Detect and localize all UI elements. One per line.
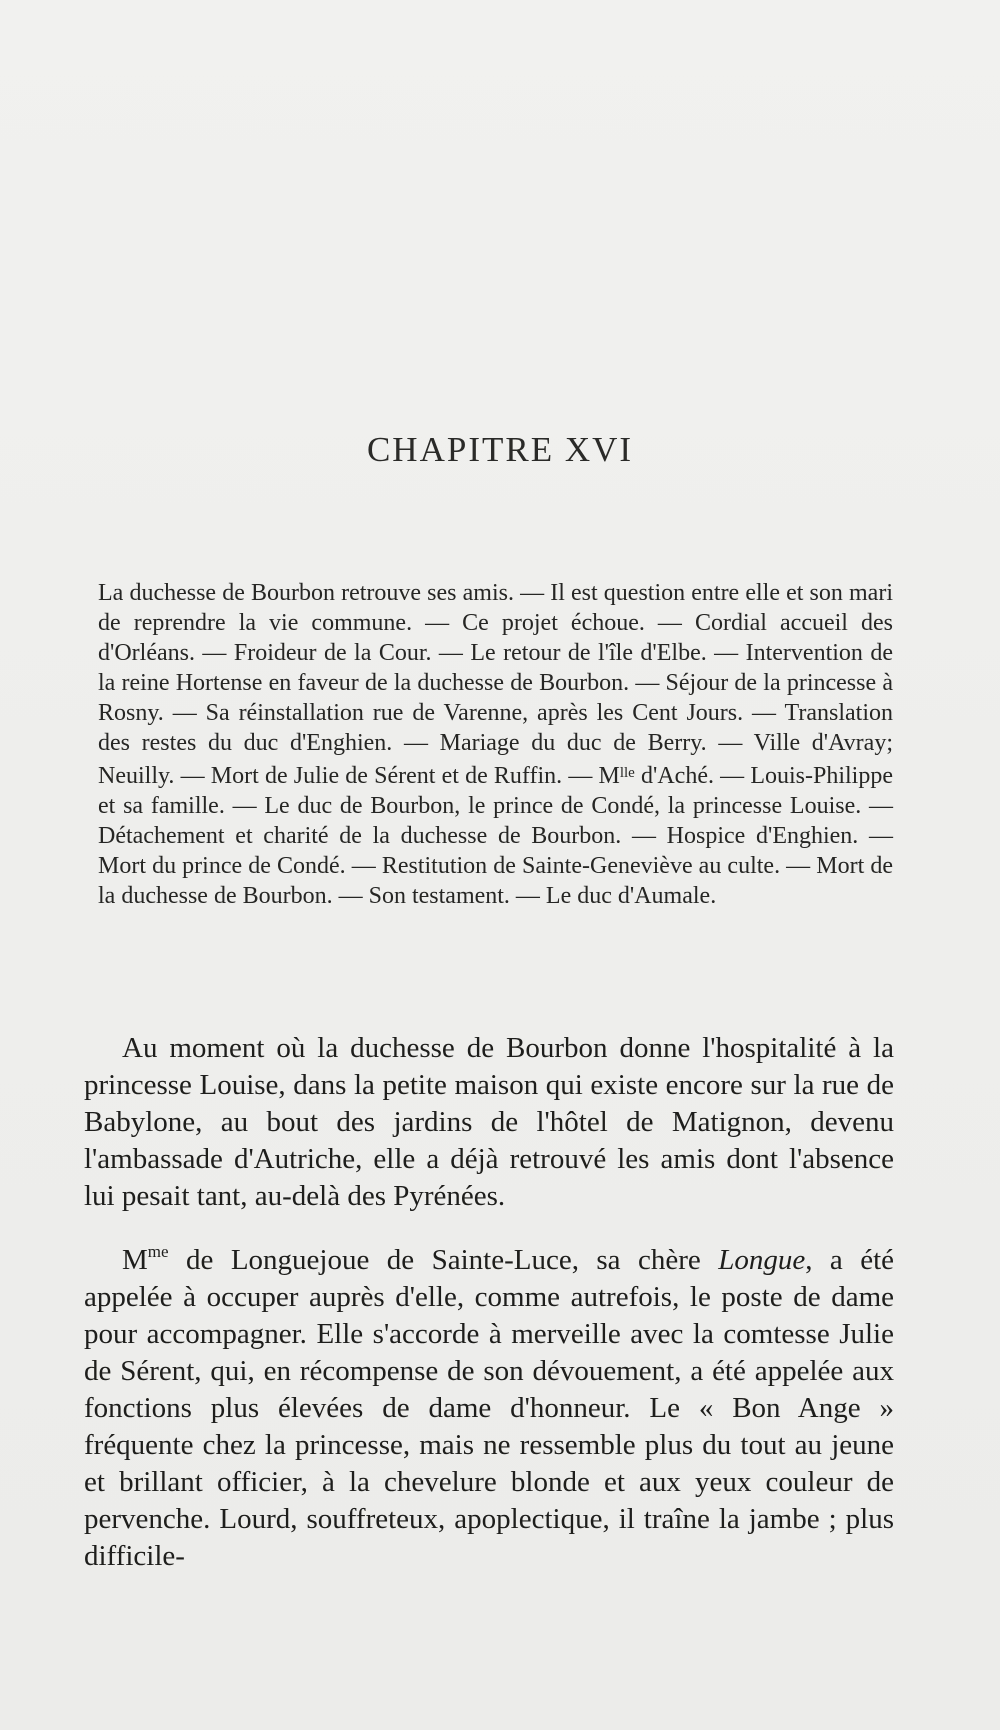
paragraph-1: Au moment où la duchesse de Bourbon donne l'hospitalité à la princesse Louise, dans la petite maison qui existe encore sur la rue de Babylone, au bout des jardins de l'hôtel de Matignon, devenu l'ambassade d'Autriche, elle a déjà retrouvé les amis dont l'absence lui pesait tant, au-delà des Pyrénées. [84,1032,894,1212]
paragraph-2-italic-name: Longue [718,1244,806,1276]
paragraph-2-prefix: M [122,1244,148,1276]
body-text [84,1030,894,1593]
chapter-summary-superscript: lle [619,765,635,781]
chapter-summary [98,578,893,911]
paragraph-2 [84,1233,894,1575]
paragraph-2-text-a: de Longuejoue de Sainte-Luce, sa chère [168,1244,719,1276]
chapter-summary-text-2: d'Aché. — Louis-Philippe et sa famille. — Le duc de Bourbon, le prince de Condé, la princesse Louise. — Détachement et charité de la duchesse de Bourbon. — Hospice d'Enghien. — Mort du prince de Condé. — Restitution de Sainte-Geneviève au culte. — Mort de la duchesse de Bourbon. — Son testament. — Le duc d'Aumale. [98,763,893,909]
paragraph-2-text-b: , a été appelée à occuper auprès d'elle, comme autrefois, le poste de dame pour accompagner. Elle s'accorde à merveille avec la comtesse Julie de Sérent, qui, en récompense de son dévouement, a été appelée aux fonctions plus élevées de dame d'honneur. Le « Bon Ange » fréquente chez la princesse, mais ne ressemble plus du tout au jeune et brillant officier, à la chevelure blonde et aux yeux couleur de pervenche. Lourd, souffreteux, apoplectique, il traîne la jambe ; plus difficile- [84,1244,895,1572]
chapter-summary-text-1: La duchesse de Bourbon retrouve ses amis. — Il est question entre elle et son mari de reprendre la vie commune. — Ce projet échoue. — Cordial accueil des d'Orléans. — Froideur de la Cour. — Le retour de l'île d'Elbe. — Intervention de la reine Hortense en faveur de la duchesse de Bourbon. — Séjour de la princesse à Rosny. — Sa réinstallation rue de Varenne, après les Cent Jours. — Translation des restes du duc d'Enghien. — Mariage du duc de Berry. — Ville d'Avray; Neuilly. — Mort de Julie de Sérent et de Ruffin. — M [98,580,893,789]
chapter-title: CHAPITRE XVI [366,430,634,469]
paragraph-2-superscript: me [147,1242,169,1261]
